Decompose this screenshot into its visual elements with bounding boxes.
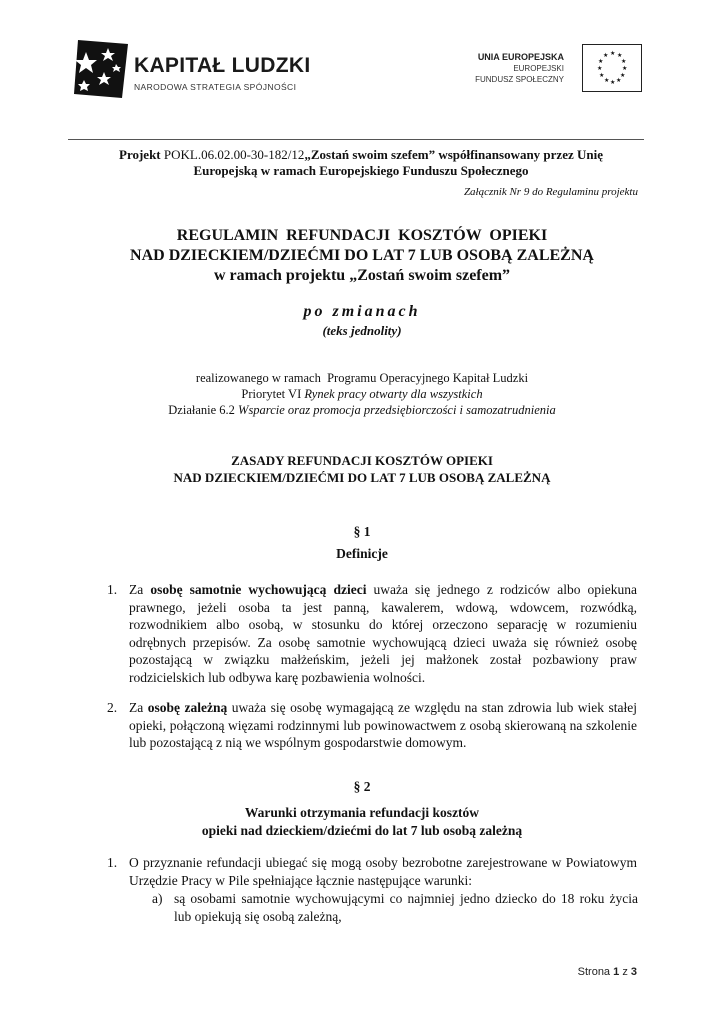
section1-item2-num: 2.	[107, 700, 118, 715]
svg-text:★: ★	[621, 58, 627, 65]
section2-heading-line2: opieki nad dzieckiem/dziećmi do lat 7 lub osobą zależną	[201, 823, 523, 838]
section2-sub-a-num: a)	[152, 891, 163, 906]
section1-item2	[107, 699, 637, 752]
svg-text:★: ★	[616, 77, 622, 84]
project-prefix: Projekt	[119, 147, 161, 162]
footer-label: Strona	[577, 966, 611, 978]
eu-line1: UNIA EUROPEJSKA	[477, 52, 564, 62]
section1-heading: Definicje	[336, 546, 388, 561]
eu-text	[475, 52, 564, 85]
project-info	[80, 147, 642, 179]
section2-heading	[60, 804, 664, 840]
project-code: POKL.06.02.00-30-182/12	[163, 147, 305, 162]
program-line1: realizowanego w ramach Programu Operacyjnego Kapitał Ludzki	[195, 371, 529, 385]
svg-text:★: ★	[599, 72, 605, 79]
section1-item1-bold: osobę samotnie wychowującą dzieci	[150, 582, 367, 597]
section1-number: § 1	[353, 524, 371, 539]
footer-page: 1	[613, 966, 620, 978]
section1-item1-pre: Za	[129, 582, 144, 597]
section2-number: § 2	[353, 779, 371, 794]
title-line3: w ramach projektu „Zostań swoim szefem”	[213, 267, 511, 284]
eu-line3: FUNDUSZ SPOŁECZNY	[475, 75, 564, 84]
attachment-note: Załącznik Nr 9 do Regulaminu projektu	[463, 186, 638, 198]
svg-text:★: ★	[604, 77, 610, 84]
project-line1-rest: „Zostań swoim szefem” współfinansowany przez Unię	[304, 147, 603, 162]
document-title	[60, 226, 664, 286]
section1-item2-bold: osobę zależną	[147, 700, 228, 715]
zasady-line2: NAD DZIECKIEM/DZIEĆMI DO LAT 7 LUB OSOBĄ ZALEŻNĄ	[173, 470, 551, 485]
kapital-ludzki-emblem-icon	[70, 38, 130, 102]
kapital-ludzki-logo	[70, 38, 330, 102]
svg-text:★: ★	[598, 58, 604, 65]
section2-sub-a-text: są osobami samotnie wychowującymi co najmniej jedno dziecko do 18 roku życia lub opiekują się osobą zależną,	[174, 891, 638, 924]
header-divider	[68, 139, 644, 140]
eu-logo	[470, 44, 650, 94]
svg-text:★: ★	[622, 65, 628, 72]
svg-text:★: ★	[617, 52, 623, 59]
title-line2: NAD DZIECKIEM/DZIEĆMI DO LAT 7 LUB OSOBĄ ZALEŻNĄ	[130, 247, 594, 264]
eu-flag-icon	[582, 44, 642, 92]
zasady-heading	[60, 452, 664, 486]
footer-sep: z	[622, 966, 628, 978]
eu-line2: EUROPEJSKI	[513, 64, 564, 73]
section2-item1-text: O przyznanie refundacji ubiegać się mogą osoby bezrobotne zarejestrowane w Powiatowym Urzędzie Pracy w Pile spełniające łącznie następujące warunki:	[129, 855, 637, 888]
svg-text:★: ★	[610, 50, 616, 57]
section1-item2-pre: Za	[129, 700, 144, 715]
svg-text:★: ★	[603, 52, 609, 59]
section1-item1	[107, 581, 637, 686]
title-teks: (teks jednolity)	[322, 323, 402, 338]
section2-sub-a	[152, 890, 638, 925]
title-line1: REGULAMIN REFUNDACJI KOSZTÓW OPIEKI	[176, 227, 548, 244]
program-line2-italic: Rynek pracy otwarty dla wszystkich	[304, 387, 483, 401]
program-info	[60, 370, 664, 418]
section1-item2-rest: uważa się osobę wymagającą ze względu na stan zdrowia lub wiek stałej opieki, połączoną więzami rodzinnymi lub powinowactwem z osobą skierowaną na szkolenie lub pozostającą z nią we wspólnym gospodarstwie domowym.	[129, 700, 638, 750]
program-line2-prefix: Priorytet VI	[241, 387, 302, 401]
section2-item1	[107, 854, 637, 889]
zasady-line1: ZASADY REFUNDACJI KOSZTÓW OPIEKI	[231, 453, 493, 468]
svg-text:★: ★	[620, 72, 626, 79]
svg-text:★: ★	[610, 79, 616, 86]
project-line2: Europejską w ramach Europejskiego Funduszu Społecznego	[193, 163, 529, 178]
footer-total: 3	[630, 966, 637, 978]
page-footer	[578, 966, 637, 978]
section2-item1-num: 1.	[107, 855, 118, 870]
section1-item1-rest: uważa się jednego z rodziców albo opiekuna prawnego, jeżeli osoba ta jest panną, kawalerem, wdową, wdowcem, rozwódką, rozwodnikiem albo osobą, w stosunku do której orzeczono separację w rozumieniu odrębnych przepisów. Za osobę samotnie wychowującą dzieci uważa się również osobę pozostającą w związku małżeńskim, jeżeli jej małżonek został pozbawiony praw rodzicielskich lub odbywa karę pozbawienia wolności.	[129, 582, 638, 685]
title-spaced: po zmianach	[303, 303, 421, 320]
program-line3-italic: Wsparcie oraz promocja przedsiębiorczości i samozatrudnienia	[238, 403, 556, 417]
svg-text:★: ★	[597, 65, 603, 72]
section1-item1-num: 1.	[107, 582, 118, 597]
program-line3-prefix: Działanie 6.2	[168, 403, 235, 417]
kapital-ludzki-title: KAPITAŁ LUDZKI	[134, 54, 311, 77]
kapital-ludzki-subtitle: NARODOWA STRATEGIA SPÓJNOŚCI	[134, 82, 297, 92]
section2-heading-line1: Warunki otrzymania refundacji kosztów	[244, 805, 480, 820]
